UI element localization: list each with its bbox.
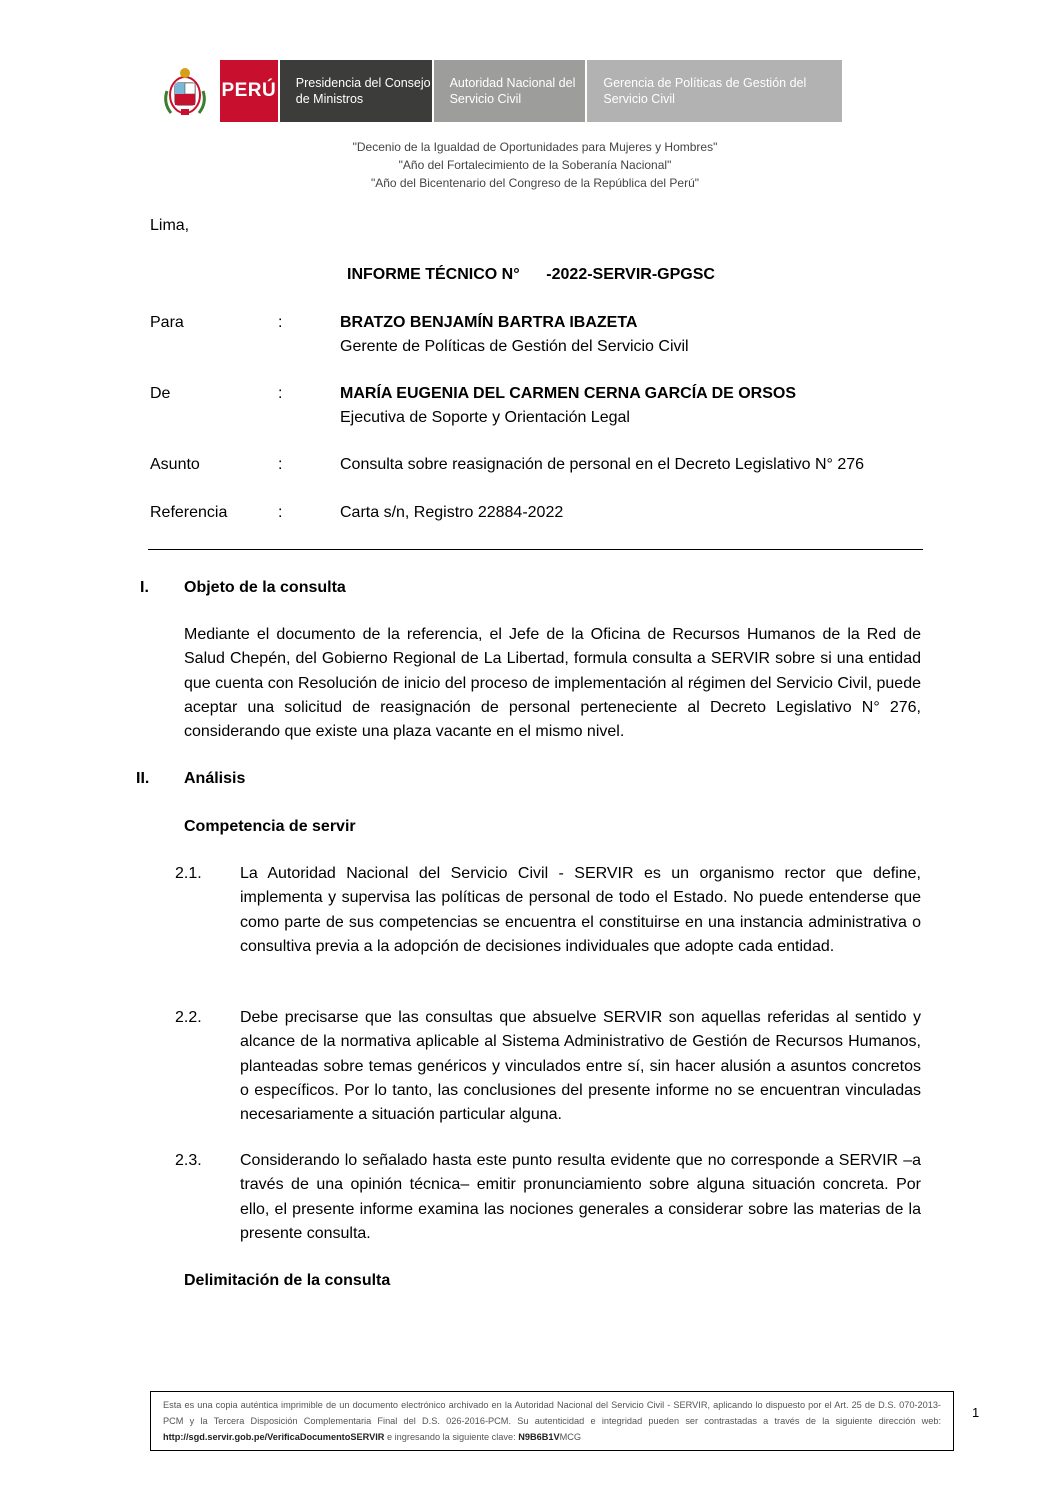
motto-line: "Año del Bicentenario del Congreso de la República del Perú" [370,176,700,190]
field-colon: : [278,504,283,521]
header-box-pcm-text: Presidencia del Consejo de Ministros [295,76,431,106]
field-de-role: Ejecutiva de Soporte y Orientación Legal [340,409,630,426]
header-band [150,60,842,122]
section-paragraph: Mediante el documento de la referencia, el Jefe de la Oficina de Recursos Humanos de la Red de Salud Chepén, del Gobierno Regional de La Libertad, formula consulta a SERVIR sobre si una entidad que cuenta con Resolución de inicio del proceso de implementación al régimen del Servicio Civil, puede aceptar una solicitud de reasignación de personal perteneciente al Decreto Legislativo N° 276, considerando que existe una plaza vacante en el mismo nivel. [184,626,921,741]
item-number: 2.2. [175,1009,202,1026]
motto-line: "Decenio de la Igualdad de Oportunidades para Mujeres y Hombres" [352,140,718,154]
place-line: Lima, [150,217,190,234]
item-paragraph: Considerando lo señalado hasta este punto resulta evidente que no corresponde a SERVIR –a través de una opinión técnica– emitir pronunciamiento sobre alguna situación concreta. Por ello, el presente informe examina las nociones generales a considerar sobre las materias de la presente consulta. [240,1152,921,1242]
section-number: II. [136,770,150,787]
field-label-asunto: Asunto [150,456,200,473]
section-title: Análisis [184,770,246,787]
subsection-title: Delimitación de la consulta [184,1272,391,1289]
coat-of-arms-icon [150,60,220,122]
field-label-referencia: Referencia [150,504,228,521]
field-colon: : [278,456,283,473]
footer-text: Esta es una copia auténtica imprimible de un documento electrónico archivado en la Autoridad Nacional del Servicio Civil - SERVIR, aplicando lo dispuesto por el Art. 25 de D.S. 070-2013-PCM y la Tercera Disposición Complementaria Final del D.S. 026-2016-PCM. Su autenticidad e integridad pueden ser contrastadas a través de la siguiente dirección web: [163,1400,941,1426]
section-number: I. [140,579,149,596]
field-label-para: Para [150,314,184,331]
year-mottos [150,138,920,192]
item-paragraph: La Autoridad Nacional del Servicio Civil - SERVIR es un organismo rector que define, implementa y supervisa las políticas de personal de todo el Estado. No puede entenderse que como parte de sus competencias se encuentra el constituirse en una instancia administrativa o consultiva previa a la adopción de decisiones individuales que adopte cada entidad. [240,865,921,955]
subsection-title: Competencia de servir [184,818,356,835]
header-box-gpgsc [587,60,842,122]
page-number: 1 [972,1405,980,1420]
authenticity-footer [150,1391,954,1451]
motto-line: "Año del Fortalecimiento de la Soberanía Nacional" [398,158,672,172]
field-label-de: De [150,385,171,402]
field-asunto-value: Consulta sobre reasignación de personal en el Decreto Legislativo N° 276 [340,456,865,473]
header-box-pcm [280,60,432,122]
section-title: Objeto de la consulta [184,579,346,596]
header-box-servir [434,60,586,122]
item-paragraph: Debe precisarse que las consultas que absuelve SERVIR son aquellas referidas al sentido y alcance de la normativa aplicable al Sistema Administrativo de Gestión de Recursos Humanos, planteadas sobre temas genéricos y vinculados entre sí, sin hacer alusión a asuntos concretos o específicos. Por lo tanto, las conclusiones del presente informe no se encuentran vinculadas necesariamente a situación particular alguna. [240,1009,921,1124]
field-para-name: BRATZO BENJAMÍN BARTRA IBAZETA [340,314,638,331]
peru-logo-box [220,60,278,122]
footer-url-link[interactable]: http://sgd.servir.gob.pe/VerificaDocumentoSERVIR [163,1432,385,1442]
field-referencia-value: Carta s/n, Registro 22884-2022 [340,504,564,521]
field-para-role: Gerente de Políticas de Gestión del Servicio Civil [340,338,689,355]
footer-key-tail: MCG [559,1432,582,1442]
field-de-name: MARÍA EUGENIA DEL CARMEN CERNA GARCÍA DE ORSOS [340,385,797,402]
field-colon: : [278,385,283,402]
footer-key: N9B6B1V [518,1432,560,1442]
header-divider [148,549,923,550]
footer-text: e ingresando la siguiente clave: [384,1432,519,1442]
item-number: 2.3. [175,1152,202,1169]
header-box-gpgsc-text: Gerencia de Políticas de Gestión del Servicio Civil [603,76,807,106]
header-box-servir-text: Autoridad Nacional del Servicio Civil [449,76,576,106]
peru-label: PERÚ [221,80,277,101]
report-title: INFORME TÉCNICO N° -2022-SERVIR-GPGSC [347,266,715,283]
item-number: 2.1. [175,865,202,882]
field-colon: : [278,314,283,331]
